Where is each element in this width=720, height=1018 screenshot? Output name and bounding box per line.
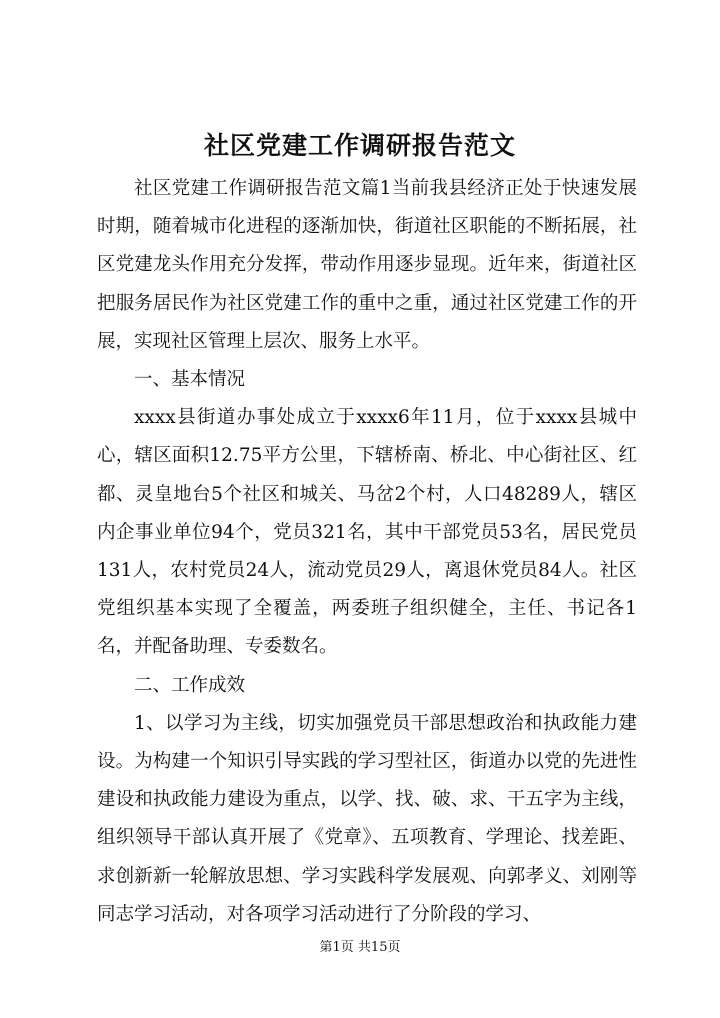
paragraph-intro: 社区党建工作调研报告范文篇1当前我县经济正处于快速发展时期，随着城市化进程的逐渐加快，街道社区职能的不断拓展，社区党建龙头作用充分发挥，带动作用逐步显现。近年来，街道社区把服务居民作为社区党建工作的重中之重，通过社区党建工作的开展，实现社区管理上层次、服务上水平。 xyxy=(97,178,637,352)
section-heading-work-results: 二、工作成效 xyxy=(134,674,246,696)
page-number-footer: 第1页 共15页 xyxy=(319,940,401,955)
document-title: 社区党建工作调研报告范文 xyxy=(203,131,516,160)
document-body xyxy=(97,170,637,934)
section-heading-basic-situation: 一、基本情况 xyxy=(134,369,246,391)
paragraph-work-results-1: 1、以学习为主线，切实加强党员干部思想政治和执政能力建设。为构建一个知识引导实践的学习型社区，街道办以党的先进性建设和执政能力建设为重点，以学、找、破、求、干五字为主线，组织领导干部认真开展了《党章》、五项教育、学理论、找差距、求创新新一轮解放思想、学习实践科学发展观、向郭孝义、刘刚等同志学习活动，对各项学习活动进行了分阶段的学习、 xyxy=(97,712,637,925)
paragraph-basic-situation: xxxx县街道办事处成立于xxxx6年11月，位于xxxx县城中心，辖区面积12.75平方公里，下辖桥南、桥北、中心街社区、红都、灵皇地台5个社区和城关、马岔2个村，人口48289人，辖区内企事业单位94个，党员321名，其中干部党员53名，居民党员131人，农村党员24人，流动党员29人，离退休党员84人。社区党组织基本实现了全覆盖，两委班子组织健全，主任、书记各1名，并配备助理、专委数名。 xyxy=(97,407,637,658)
